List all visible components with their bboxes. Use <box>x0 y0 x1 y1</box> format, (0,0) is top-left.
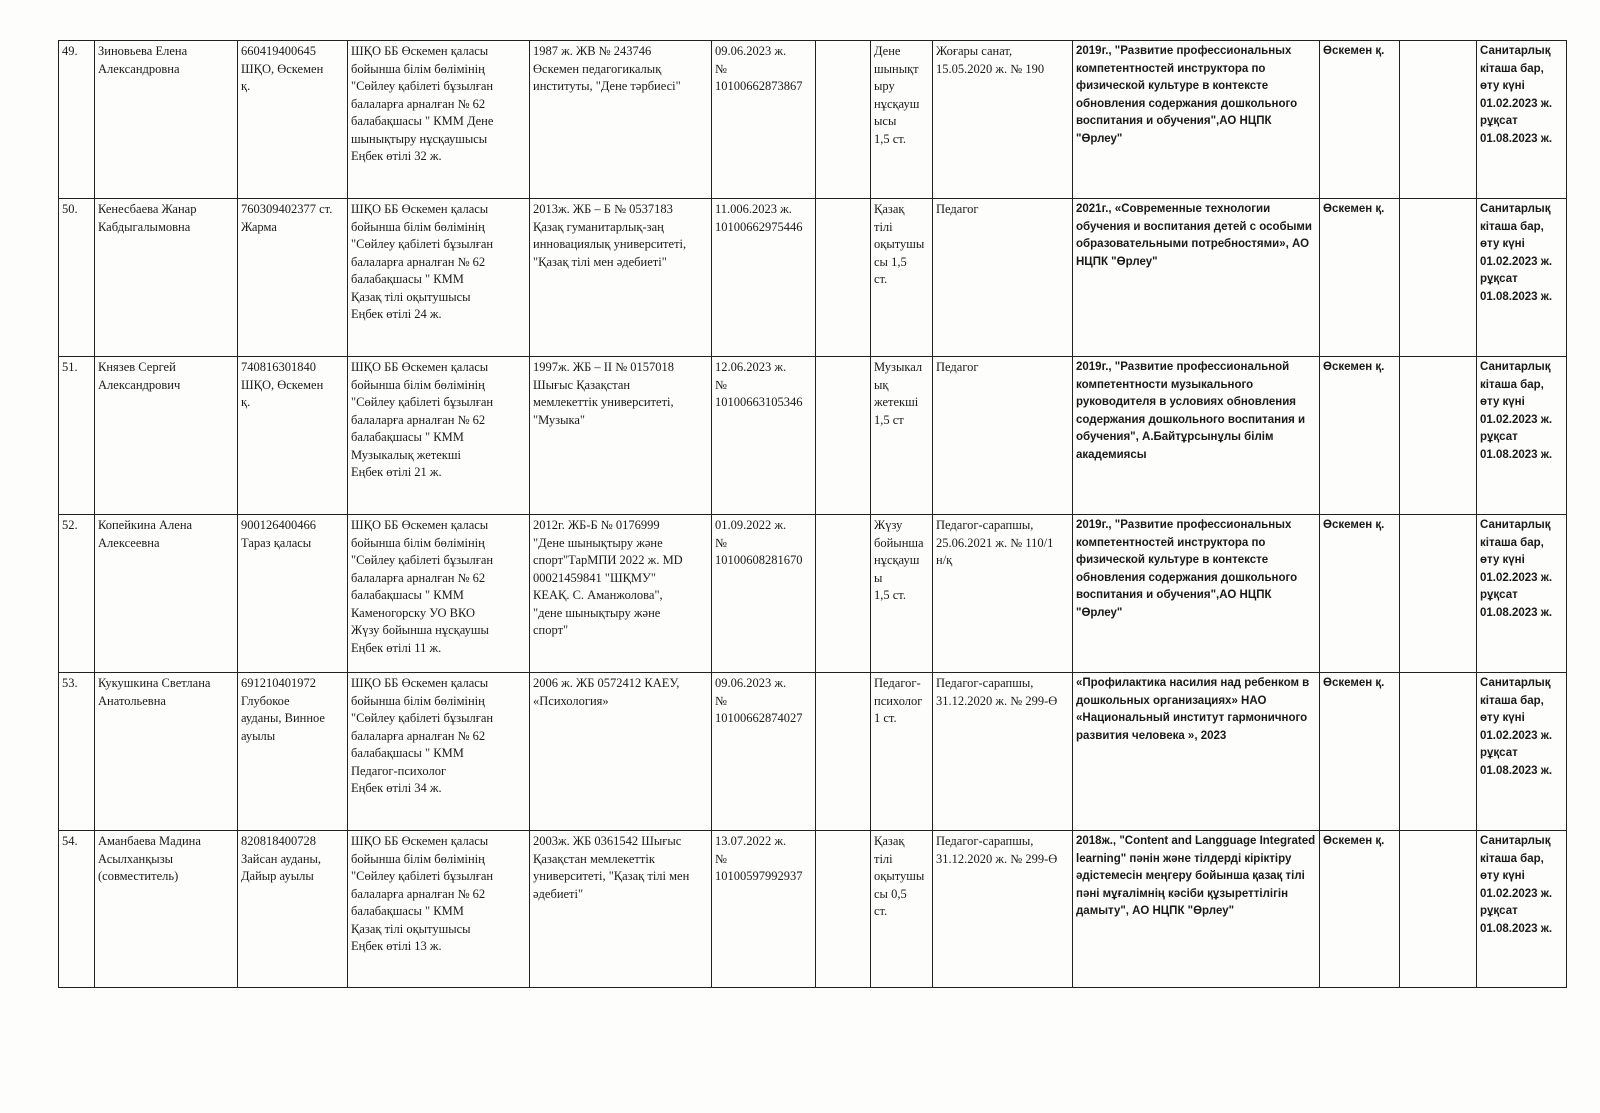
certificate-cell: 09.06.2023 ж. № 10100662873867 <box>712 41 816 199</box>
full-name-cell: Князев Сергей Александрович <box>95 357 238 515</box>
position-cell: Дене шынықт ыру нұсқауш ысы 1,5 ст. <box>871 41 933 199</box>
certificate-cell: 11.006.2023 ж. 10100662975446 <box>712 199 816 357</box>
empty-cell-cell <box>1400 515 1477 673</box>
medical-note-cell: Санитарлық кіташа бар, өту күні 01.02.2023 ж. рұқсат 01.08.2023 ж. <box>1477 673 1567 831</box>
position-cell: Қазақ тілі оқытушы сы 1,5 ст. <box>871 199 933 357</box>
workplace-cell: ШҚО ББ Өскемен қаласы бойынша білім бөлімінің "Сөйлеу қабілеті бұзылған балаларға арналған № 62 балабақшасы " КММ Педагог-психолог Еңбек өтілі 34 ж. <box>348 673 530 831</box>
location-cell: Өскемен қ. <box>1320 41 1400 199</box>
education-cell: 2012г. ЖБ-Б № 0176999 "Дене шынықтыру және спорт"ТарМПИ 2022 ж. MD 00021459841 "ШҚМУ" КЕАҚ. С. Аманжолова", "дене шынықтыру және спорт" <box>530 515 712 673</box>
row-number-cell: 52. <box>59 515 95 673</box>
training-courses-cell: 2018ж., "Content and Langguage Integrated learning" пәнін және тілдерді кіріктіру әдістемесін меңгеру бойынша қазақ тілі пәні мұғалімнің кәсіби құзыреттілігін дамыту", АО НЦПК "Өрлеу" <box>1073 831 1320 988</box>
row-number-cell: 49. <box>59 41 95 199</box>
medical-note-cell: Санитарлық кіташа бар, өту күні 01.02.2023 ж. рұқсат 01.08.2023 ж. <box>1477 831 1567 988</box>
table-row <box>59 41 1567 199</box>
workplace-cell: ШҚО ББ Өскемен қаласы бойынша білім бөлімінің "Сөйлеу қабілеті бұзылған балаларға арналған № 62 балабақшасы " КММ Музыкалық жетекші Еңбек өтілі 21 ж. <box>348 357 530 515</box>
medical-note-cell: Санитарлық кіташа бар, өту күні 01.02.2023 ж. рұқсат 01.08.2023 ж. <box>1477 199 1567 357</box>
medical-note-cell: Санитарлық кіташа бар, өту күні 01.02.2023 ж. рұқсат 01.08.2023 ж. <box>1477 515 1567 673</box>
education-cell: 2013ж. ЖБ – Б № 0537183 Қазақ гуманитарлық-заң инновациялық университеті, "Қазақ тілі мен әдебиеті" <box>530 199 712 357</box>
empty-cell-cell <box>1400 673 1477 831</box>
training-courses-cell: «Профилактика насилия над ребенком в дошкольных организациях» НАО «Национальный институт гармоничного развития человека », 2023 <box>1073 673 1320 831</box>
table-row <box>59 357 1567 515</box>
empty-cell-cell <box>1400 831 1477 988</box>
row-number-cell: 50. <box>59 199 95 357</box>
certificate-cell: 12.06.2023 ж. № 10100663105346 <box>712 357 816 515</box>
table-row <box>59 515 1567 673</box>
position-cell: Қазақ тілі оқытушы сы 0,5 ст. <box>871 831 933 988</box>
full-name-cell: Аманбаева Мадина Асылханқызы (совместитель) <box>95 831 238 988</box>
table-row <box>59 831 1567 988</box>
full-name-cell: Кукушкина Светлана Анатольевна <box>95 673 238 831</box>
row-number-cell: 53. <box>59 673 95 831</box>
table-body <box>59 41 1567 988</box>
certificate-cell: 01.09.2022 ж. № 10100608281670 <box>712 515 816 673</box>
full-name-cell: Зиновьева Елена Александровна <box>95 41 238 199</box>
qualification-category-cell: Педагог-сарапшы, 31.12.2020 ж. № 299-Ө <box>933 831 1073 988</box>
training-courses-cell: 2019г., "Развитие профессиональных компетентностей инструктора по физической культуре в контексте обновления содержания дошкольного воспитания и обучения",АО НЦПК "Өрлеу" <box>1073 515 1320 673</box>
empty-cell-cell <box>1400 41 1477 199</box>
training-courses-cell: 2019г., "Развитие профессиональной компетентности музыкального руководителя в условиях обновления содержания дошкольного воспитания и обучения", А.Байтұрсынұлы білім академиясы <box>1073 357 1320 515</box>
certificate-cell: 09.06.2023 ж. № 10100662874027 <box>712 673 816 831</box>
empty-cell-cell <box>816 515 871 673</box>
empty-cell-cell <box>1400 357 1477 515</box>
staff-table <box>58 40 1567 988</box>
empty-cell-cell <box>816 673 871 831</box>
certificate-cell: 13.07.2022 ж. № 10100597992937 <box>712 831 816 988</box>
education-cell: 1997ж. ЖБ – ІІ № 0157018 Шығыс Қазақстан мемлекеттік университеті, "Музыка" <box>530 357 712 515</box>
qualification-category-cell: Жоғары санат, 15.05.2020 ж. № 190 <box>933 41 1073 199</box>
full-name-cell: Кенесбаева Жанар Кабдыгалымовна <box>95 199 238 357</box>
iin-birthplace-cell: 900126400466 Тараз қаласы <box>238 515 348 673</box>
iin-birthplace-cell: 740816301840 ШҚО, Өскемен қ. <box>238 357 348 515</box>
training-courses-cell: 2021г., «Современные технологии обучения и воспитания детей с особыми образовательными потребностями», АО НЦПК "Өрлеу" <box>1073 199 1320 357</box>
full-name-cell: Копейкина Алена Алексеевна <box>95 515 238 673</box>
empty-cell-cell <box>816 831 871 988</box>
table-row <box>59 673 1567 831</box>
location-cell: Өскемен қ. <box>1320 831 1400 988</box>
location-cell: Өскемен қ. <box>1320 515 1400 673</box>
training-courses-cell: 2019г., "Развитие профессиональных компетентностей инструктора по физической культуре в контексте обновления содержания дошкольного воспитания и обучения",АО НЦПК "Өрлеу" <box>1073 41 1320 199</box>
iin-birthplace-cell: 660419400645 ШҚО, Өскемен қ. <box>238 41 348 199</box>
medical-note-cell: Санитарлық кіташа бар, өту күні 01.02.2023 ж. рұқсат 01.08.2023 ж. <box>1477 357 1567 515</box>
location-cell: Өскемен қ. <box>1320 357 1400 515</box>
iin-birthplace-cell: 760309402377 ст. Жарма <box>238 199 348 357</box>
workplace-cell: ШҚО ББ Өскемен қаласы бойынша білім бөлімінің "Сөйлеу қабілеті бұзылған балаларға арналған № 62 балабақшасы " КММ Қазақ тілі оқытушысы Еңбек өтілі 24 ж. <box>348 199 530 357</box>
empty-cell-cell <box>816 199 871 357</box>
iin-birthplace-cell: 691210401972 Глубокое ауданы, Винное ауылы <box>238 673 348 831</box>
row-number-cell: 51. <box>59 357 95 515</box>
education-cell: 2006 ж. ЖБ 0572412 КАЕУ, «Психология» <box>530 673 712 831</box>
table-row <box>59 199 1567 357</box>
workplace-cell: ШҚО ББ Өскемен қаласы бойынша білім бөлімінің "Сөйлеу қабілеті бұзылған балаларға арналған № 62 балабақшасы " КММ Каменогорску УО ВКО Жүзу бойынша нұсқаушы Еңбек өтілі 11 ж. <box>348 515 530 673</box>
qualification-category-cell: Педагог <box>933 357 1073 515</box>
workplace-cell: ШҚО ББ Өскемен қаласы бойынша білім бөлімінің "Сөйлеу қабілеті бұзылған балаларға арналған № 62 балабақшасы " КММ Қазақ тілі оқытушысы Еңбек өтілі 13 ж. <box>348 831 530 988</box>
location-cell: Өскемен қ. <box>1320 673 1400 831</box>
row-number-cell: 54. <box>59 831 95 988</box>
qualification-category-cell: Педагог <box>933 199 1073 357</box>
education-cell: 2003ж. ЖБ 0361542 Шығыс Қазақстан мемлекеттік университеті, "Қазақ тілі мен әдебиеті" <box>530 831 712 988</box>
workplace-cell: ШҚО ББ Өскемен қаласы бойынша білім бөлімінің "Сөйлеу қабілеті бұзылған балаларға арналған № 62 балабақшасы " КММ Дене шынықтыру нұсқаушысы Еңбек өтілі 32 ж. <box>348 41 530 199</box>
empty-cell-cell <box>816 41 871 199</box>
qualification-category-cell: Педагог-сарапшы, 25.06.2021 ж. № 110/1 н/қ <box>933 515 1073 673</box>
iin-birthplace-cell: 820818400728 Зайсан ауданы, Дайыр ауылы <box>238 831 348 988</box>
position-cell: Жүзу бойынша нұсқауш ы 1,5 ст. <box>871 515 933 673</box>
empty-cell-cell <box>1400 199 1477 357</box>
qualification-category-cell: Педагог-сарапшы, 31.12.2020 ж. № 299-Ө <box>933 673 1073 831</box>
empty-cell-cell <box>816 357 871 515</box>
medical-note-cell: Санитарлық кіташа бар, өту күні 01.02.2023 ж. рұқсат 01.08.2023 ж. <box>1477 41 1567 199</box>
position-cell: Музыкал ық жетекші 1,5 ст <box>871 357 933 515</box>
education-cell: 1987 ж. ЖВ № 243746 Өскемен педагогикалық институты, "Дене тәрбиесі" <box>530 41 712 199</box>
location-cell: Өскемен қ. <box>1320 199 1400 357</box>
position-cell: Педагог- психолог 1 ст. <box>871 673 933 831</box>
